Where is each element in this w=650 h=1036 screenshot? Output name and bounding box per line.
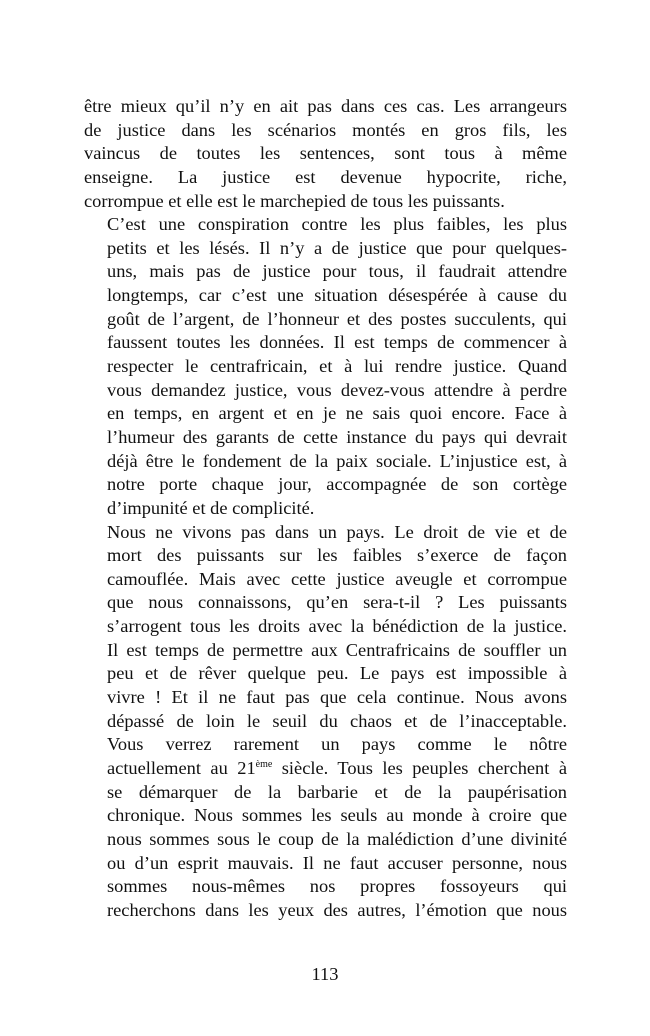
text-line: être mieux qu’il n’y en ait pas dans ces cas. Les arrangeurs [84,96,567,116]
text-line: goût de l’argent, de l’honneur et des postes succulents, qui [107,308,567,329]
text-line: recherchons dans les yeux des autres, l’émotion que nous [107,899,567,920]
text-line: vivre ! Et il ne faut pas que cela continue. Nous avons [107,687,567,708]
text-line: actuellement au 21ème siècle. Tous les peuples cherchent à [107,757,567,778]
text-line: ou d’un esprit mauvais. Il ne faut accuser personne, nous [107,852,567,873]
text-line: vaincus de toutes les sentences, sont tous à même [84,143,567,164]
text-line: l’humeur des garants de cette instance du pays qui devrait [107,426,567,447]
text-line: Nous ne vivons pas dans un pays. Le droit de vie et de [107,521,567,542]
text-line: chronique. Nous sommes les seuls au monde à croire que [107,805,567,826]
text-line: uns, mais pas de justice pour tous, il faudrait attendre [107,261,567,282]
text-line: de justice dans les scénarios montés en gros fils, les [84,119,567,140]
text-line: mort des puissants sur les faibles s’exerce de façon [107,545,567,566]
text-line: peu et de rêver quelque peu. Le pays est impossible à [107,663,567,684]
text-line: corrompue et elle est le marchepied de tous les puissants. [84,190,505,211]
text-line: respecter le centrafricain, et à lui rendre justice. Quand [107,356,567,377]
text-line: s’arrogent tous les droits avec la bénédiction de la justice. [107,616,567,637]
paragraph-2 [84,213,567,520]
text-line: dépassé de loin le seuil du chaos et de l’inacceptable. [107,710,567,731]
text-line: C’est une conspiration contre les plus faibles, les plus [107,214,567,235]
text-line: Il est temps de permettre aux Centrafricains de souffler un [107,639,567,660]
text-line: nous sommes sous le coup de la malédiction d’une divinité [107,828,567,849]
page-number: 113 [311,964,339,984]
text-line: d’impunité et de complicité. [107,497,315,518]
superscript-ordinal: ème [255,758,273,770]
text-line: se démarquer de la barbarie et de la paupérisation [107,781,567,802]
text-line: déjà être le fondement de la paix sociale. L’injustice est, à [107,450,567,471]
text-line: que nous connaissons, qu’en sera-t-il ? Les puissants [107,592,567,613]
text-line: enseigne. La justice est devenue hypocrite, riche, [84,166,567,187]
text-line: sommes nous-mêmes nos propres fossoyeurs qui [107,876,567,897]
text-line: en temps, en argent et en je ne sais quoi encore. Face à [107,403,567,424]
paragraph-3 [84,521,567,923]
text-line: longtemps, car c’est une situation désespérée à cause du [107,285,567,306]
text-line: Vous verrez rarement un pays comme le nôtre [107,734,567,755]
page-body [84,95,567,922]
paragraph-1 [84,95,567,213]
text-line: faussent toutes les données. Il est temps de commencer à [107,332,567,353]
text-line: petits et les lésés. Il n’y a de justice que pour quelques- [107,237,567,258]
text-line: vous demandez justice, vous devez-vous attendre à perdre [107,379,567,400]
text-line: notre porte chaque jour, accompagnée de son cortège [107,474,567,495]
text-line: camouflée. Mais avec cette justice aveugle et corrompue [107,568,567,589]
